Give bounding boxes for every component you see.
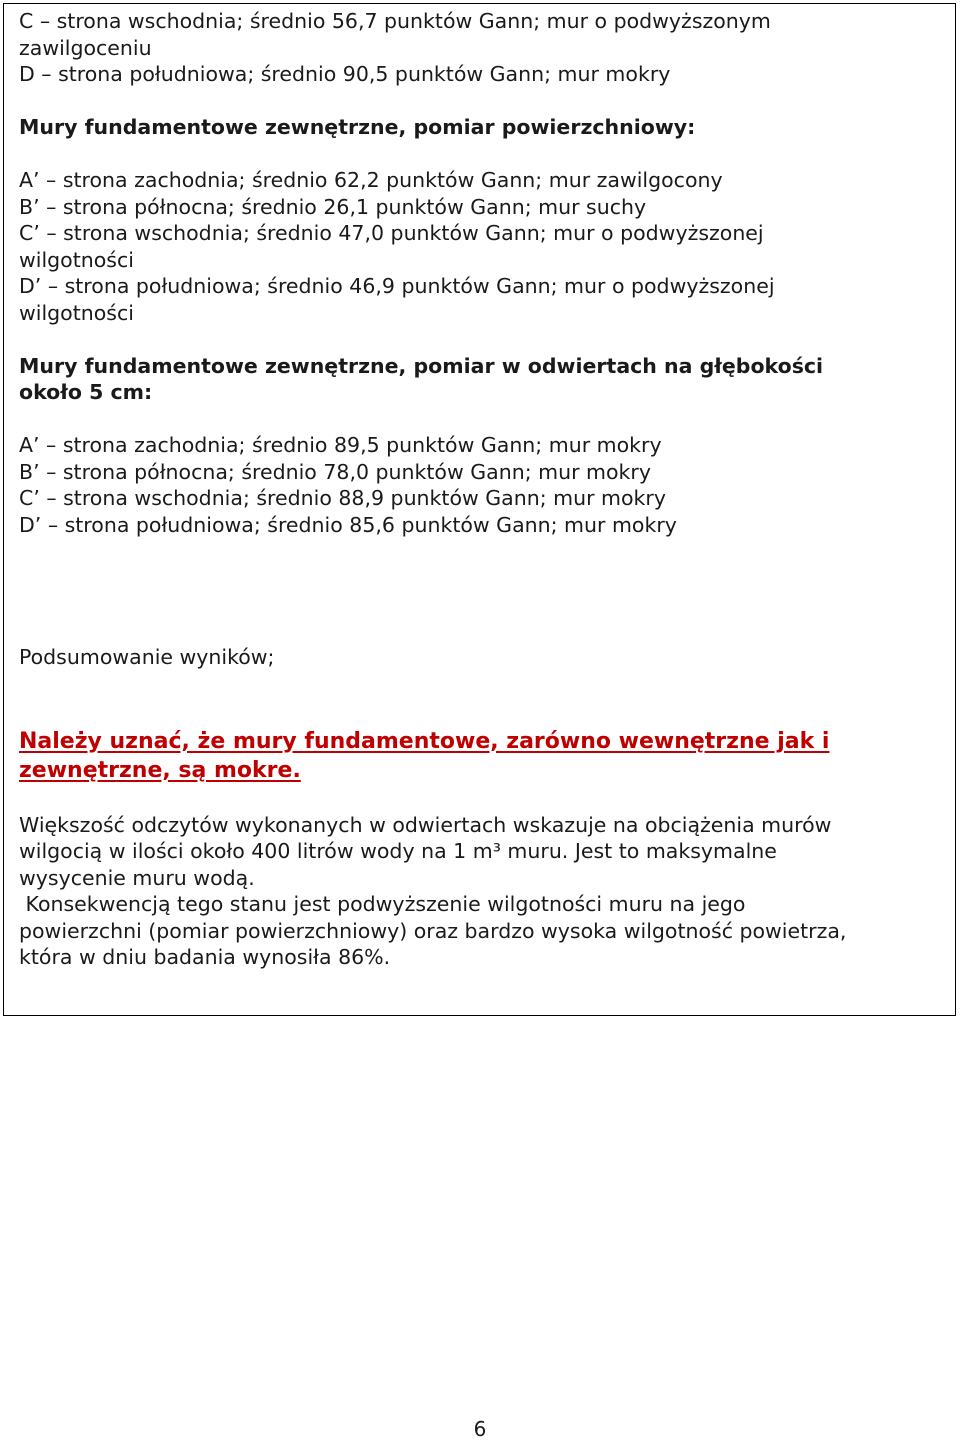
bore-reading-line: A’ – strona zachodnia; średnio 89,5 punktów Gann; mur mokry: [19, 433, 662, 457]
summary-paragraph-line: powierzchni (pomiar powierzchniowy) oraz bardzo wysoka wilgotność powietrza,: [19, 918, 847, 943]
surface-section-heading: Mury fundamentowe zewnętrzne, pomiar powierzchniowy:: [19, 115, 696, 139]
summary-paragraph-line: która w dniu badania wynosiła 86%.: [19, 945, 391, 969]
surface-reading-line: C’ – strona wschodnia; średnio 47,0 punktów Gann; mur o podwyższonej: [19, 221, 764, 245]
bore-section-heading: około 5 cm:: [19, 380, 153, 404]
surface-measurement-section: [19, 114, 949, 326]
surface-reading-line: A’ – strona zachodnia; średnio 62,2 punktów Gann; mur zawilgocony: [19, 168, 723, 192]
intro-line: zawilgoceniu: [19, 35, 152, 60]
surface-reading-line: B’ – strona północna; średnio 26,1 punktów Gann; mur suchy: [19, 194, 647, 219]
bore-reading-line: D’ – strona południowa; średnio 85,6 punktów Gann; mur mokry: [19, 512, 677, 537]
surface-reading-line: wilgotności: [19, 247, 134, 272]
bore-reading-line: B’ – strona północna; średnio 78,0 punktów Gann; mur mokry: [19, 459, 651, 484]
bore-reading-line: C’ – strona wschodnia; średnio 88,9 punktów Gann; mur mokry: [19, 486, 666, 510]
summary-paragraph-line: Większość odczytów wykonanych w odwiertach wskazuje na obciążenia murów: [19, 812, 832, 837]
report-frame: [3, 3, 956, 1016]
summary-paragraph: [19, 812, 949, 892]
summary-section: [19, 644, 949, 971]
summary-paragraph: [19, 891, 949, 971]
summary-paragraph-line: wysycenie muru wodą.: [19, 865, 255, 890]
page-number: 6: [473, 1417, 487, 1441]
summary-paragraph-line: Konsekwencją tego stanu jest podwyższenie wilgotności muru na jego: [19, 892, 746, 916]
summary-paragraph-line: wilgocią w ilości około 400 litrów wody na 1 m³ muru. Jest to maksymalne: [19, 839, 777, 863]
report-content: [19, 8, 949, 971]
intro-line: D – strona południowa; średnio 90,5 punktów Gann; mur mokry: [19, 62, 671, 86]
bore-measurement-section: [19, 353, 949, 539]
surface-reading-line: wilgotności: [19, 300, 134, 325]
surface-reading-line: D’ – strona południowa; średnio 46,9 punktów Gann; mur o podwyższonej: [19, 274, 775, 298]
summary-label: Podsumowanie wyników;: [19, 645, 275, 669]
bore-section-heading: Mury fundamentowe zewnętrzne, pomiar w odwiertach na głębokości: [19, 353, 824, 378]
intro-block: [19, 8, 949, 88]
intro-line: C – strona wschodnia; średnio 56,7 punktów Gann; mur o podwyższonym: [19, 9, 771, 33]
conclusion-line: Należy uznać, że mury fundamentowe, zarówno wewnętrzne jak i: [19, 728, 830, 754]
conclusion-line: zewnętrzne, są mokre.: [19, 757, 301, 783]
